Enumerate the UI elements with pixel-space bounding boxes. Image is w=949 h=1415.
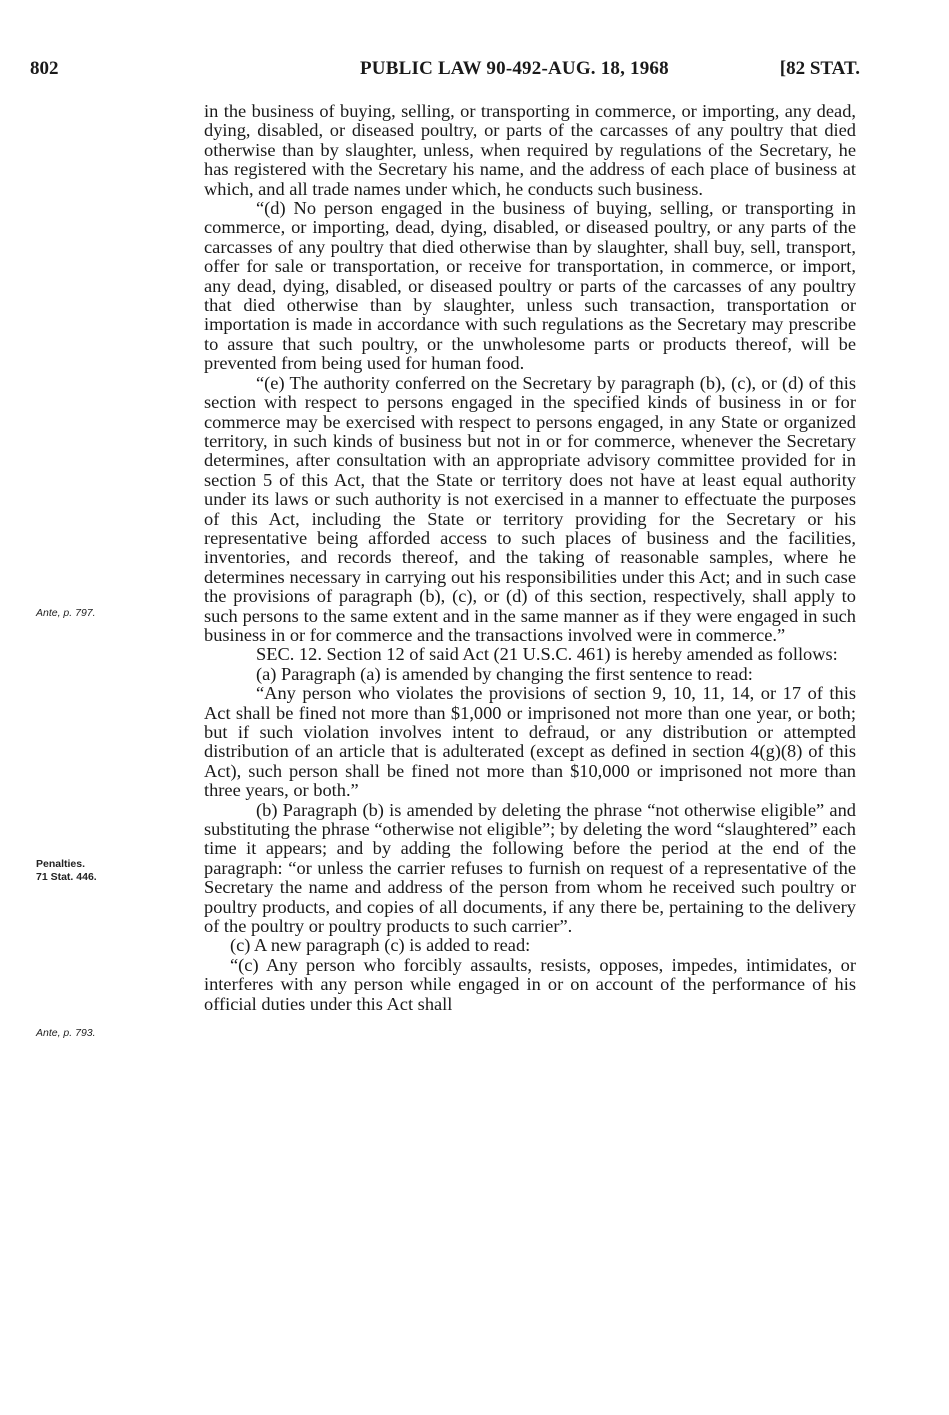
section-12: SEC. 12. Section 12 of said Act (21 U.S.C. 461) is hereby amended as follows: <box>256 644 838 665</box>
quoted-paragraph-a: “Any person who violates the provisions of section 9, 10, 11, 14, or 17 of this Act shall be fined not more than $1,000 or imprisoned not more than one year, or both; but if such violation involves intent to defraud, or any distribution or attempted distribution of an article that is adulterated (except as defined in section 4(g)(8) of this Act), such person shall be fined not more than $10,000 or imprisoned not more than three years, or both.” <box>204 683 856 801</box>
page-number: 802 <box>30 58 59 79</box>
paragraph-c-amendment: (c) A new paragraph (c) is added to read: <box>230 935 531 956</box>
quoted-paragraph-c: “(c) Any person who forcibly assaults, resists, opposes, impedes, intimidates, or interferes with any person while engaged in or on account of the performance of his official duties under this Act shall <box>204 954 856 1014</box>
margin-note-ante-797 <box>36 607 176 620</box>
paragraph-b-amendment: (b) Paragraph (b) is amended by deleting the phrase “not otherwise eligible” and substituting the phrase “otherwise not eligible”; by deleting the word “slaughtered” each time it appears; and by adding the following before the period at the end of the paragraph: “or unless the carrier refuses to furnish on request of a representative of the Secretary the name and address of the person from whom he received such poultry or poultry products, and copies of all documents, if any there be, pertaining to the delivery of the poultry or poultry products to such carrier”. <box>204 799 856 937</box>
paragraph-e: “(e) The authority conferred on the Secretary by paragraph (b), (c), or (d) of this section with respect to persons engaged in the specified kinds of business in or for commerce may be exercised with respect to persons engaged, in any State or organized territory, in such kinds of business but not in or for commerce, whenever the Secretary determines, after consultation with an appropriate advisory committee provided for in section 5 of this Act, that the State or territory does not have at least equal authority under its laws or such authority is not exercised in a manner to effectuate the purposes of this Act, including the State or territory providing for the Secretary or his representative being afforded access to such places of business and the facilities, inventories, and records thereof, and the taking of reasonable samples, where he determines necessary in carrying out his responsibilities under this Act; and in such case the provisions of paragraph (b), (c), or (d) of this section, respectively, shall apply to such persons to the same extent and in the same manner as if they were engaged in such business in or for commerce and the transactions involved were in commerce.” <box>204 372 856 645</box>
paragraph-continuation: in the business of buying, selling, or transporting in commerce, or importing, any dead, dying, disabled, or diseased poultry, or parts of the carcasses of any poultry that died otherwise than by slaughter, unless, when required by regulations of the Secretary, he has registered with the Secretary his name, and the address of each place of business at which, and all trade names under which, he conducts such business. <box>204 101 856 199</box>
margin-note-ante-793 <box>36 1027 176 1040</box>
paragraph-a-amendment: (a) Paragraph (a) is amended by changing the first sentence to read: <box>256 663 753 684</box>
margin-note-penalties-ref: 71 Stat. 446. <box>36 871 97 883</box>
margin-note-penalties-title: Penalties. <box>36 858 86 870</box>
volume-reference: [82 STAT. <box>779 58 860 79</box>
margin-note-ante-797-text: Ante, p. 797. <box>36 607 96 619</box>
margin-note-ante-793-text: Ante, p. 793. <box>36 1027 96 1039</box>
paragraph-d: “(d) No person engaged in the business of buying, selling, or transporting in commerce, or importing, dead, dying, disabled, or diseased poultry, or any parts of the carcasses of any poultry that died otherwise than by slaughter, shall buy, sell, transport, offer for sale or transportation, or receive for transportation, in commerce, or import, any dead, dying, disabled, or diseased poultry or parts of the carcasses of any poultry that died otherwise than by slaughter, unless such transaction, transportation or importation is made in accordance with such regulations as the Secretary may prescribe to assure that such poultry, or the unwholesome parts or products thereof, will be prevented from being used for human food. <box>204 198 856 374</box>
running-title: PUBLIC LAW 90-492-AUG. 18, 1968 <box>360 58 669 79</box>
body-text <box>204 102 856 1014</box>
page-header <box>30 58 860 86</box>
margin-note-penalties <box>36 858 176 884</box>
